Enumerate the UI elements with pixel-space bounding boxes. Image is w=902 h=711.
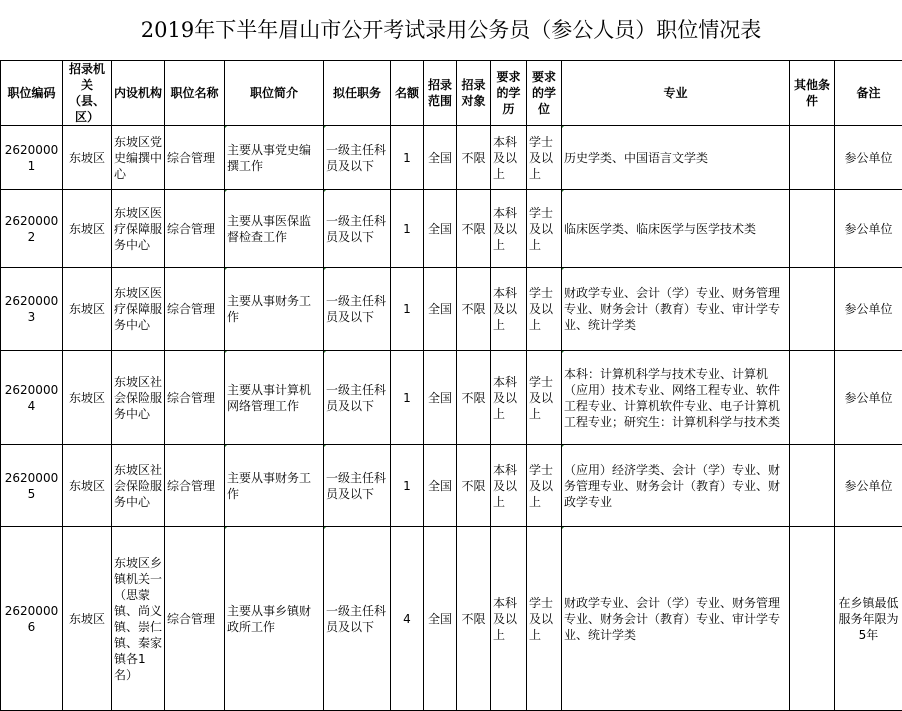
- major-cell: 本科：计算机科学与技术专业、计算机（应用）技术专业、网络工程专业、软件工程专业、计算机软件专业、电子计算机工程专业；研究生：计算机科学与技术类: [562, 351, 790, 445]
- page-title: 2019年下半年眉山市公开考试录用公务员（参公人员）职位情况表: [0, 0, 902, 58]
- education-cell: 本科及以上: [491, 190, 527, 268]
- degree-cell: 学士及以上: [527, 126, 562, 190]
- quota-cell: 1: [391, 126, 424, 190]
- header-cell: 职位名称: [165, 61, 225, 126]
- quota-cell: 4: [391, 527, 424, 711]
- remarks-cell: 参公单位: [835, 445, 902, 527]
- other-conditions-cell: [790, 126, 835, 190]
- header-cell: 招录对象: [457, 61, 491, 126]
- recruit-scope-cell: 全国: [424, 445, 457, 527]
- header-cell: 要求的学历: [491, 61, 527, 126]
- degree-cell: 学士及以上: [527, 527, 562, 711]
- major-cell: （应用）经济学类、会计（学）专业、财务管理专业、财务会计（教育）专业、财政学专业: [562, 445, 790, 527]
- position-intro-cell: 主要从事乡镇财政所工作: [225, 527, 324, 711]
- recruit-target-cell: 不限: [457, 126, 491, 190]
- position-name-cell: 综合管理: [165, 190, 225, 268]
- other-conditions-cell: [790, 268, 835, 351]
- table-row: [1, 268, 902, 351]
- header-cell: 专业: [562, 61, 790, 126]
- education-cell: 本科及以上: [491, 268, 527, 351]
- recruiting-area-cell: 东坡区: [63, 126, 112, 190]
- table-row: [1, 190, 902, 268]
- position-code-cell: 26200006: [1, 527, 63, 711]
- position-name-cell: 综合管理: [165, 445, 225, 527]
- header-cell: 招录范围: [424, 61, 457, 126]
- recruit-target-cell: 不限: [457, 445, 491, 527]
- position-intro-cell: 主要从事财务工作: [225, 445, 324, 527]
- recruit-target-cell: 不限: [457, 527, 491, 711]
- position-code-cell: 26200005: [1, 445, 63, 527]
- recruit-scope-cell: 全国: [424, 351, 457, 445]
- header-cell: 拟任职务: [324, 61, 391, 126]
- major-cell: 财政学专业、会计（学）专业、财务管理专业、财务会计（教育）专业、审计学专业、统计学类: [562, 527, 790, 711]
- proposed-duty-cell: 一级主任科员及以下: [324, 190, 391, 268]
- proposed-duty-cell: 一级主任科员及以下: [324, 527, 391, 711]
- header-cell: 职位编码: [1, 61, 63, 126]
- proposed-duty-cell: 一级主任科员及以下: [324, 268, 391, 351]
- proposed-duty-cell: 一级主任科员及以下: [324, 126, 391, 190]
- position-code-cell: 26200002: [1, 190, 63, 268]
- education-cell: 本科及以上: [491, 445, 527, 527]
- education-cell: 本科及以上: [491, 527, 527, 711]
- recruit-target-cell: 不限: [457, 351, 491, 445]
- table-row: [1, 445, 902, 527]
- recruit-scope-cell: 全国: [424, 527, 457, 711]
- major-cell: 财政学专业、会计（学）专业、财务管理专业、财务会计（教育）专业、审计学专业、统计学类: [562, 268, 790, 351]
- position-name-cell: 综合管理: [165, 126, 225, 190]
- header-cell: 招录机关（县、区）: [63, 61, 112, 126]
- education-cell: 本科及以上: [491, 126, 527, 190]
- position-code-cell: 26200001: [1, 126, 63, 190]
- recruit-scope-cell: 全国: [424, 190, 457, 268]
- education-cell: 本科及以上: [491, 351, 527, 445]
- major-cell: 历史学类、中国语言文学类: [562, 126, 790, 190]
- table-row: [1, 527, 902, 711]
- remarks-cell: 参公单位: [835, 268, 902, 351]
- recruit-scope-cell: 全国: [424, 268, 457, 351]
- remarks-cell: 在乡镇最低服务年限为5年: [835, 527, 902, 711]
- degree-cell: 学士及以上: [527, 268, 562, 351]
- major-cell: 临床医学类、临床医学与医学技术类: [562, 190, 790, 268]
- other-conditions-cell: [790, 445, 835, 527]
- department-cell: 东坡区党史编撰中心: [112, 126, 165, 190]
- recruiting-area-cell: 东坡区: [63, 527, 112, 711]
- quota-cell: 1: [391, 351, 424, 445]
- other-conditions-cell: [790, 351, 835, 445]
- header-cell: 要求的学位: [527, 61, 562, 126]
- quota-cell: 1: [391, 445, 424, 527]
- remarks-cell: 参公单位: [835, 351, 902, 445]
- other-conditions-cell: [790, 527, 835, 711]
- position-intro-cell: 主要从事党史编撰工作: [225, 126, 324, 190]
- remarks-cell: 参公单位: [835, 190, 902, 268]
- department-cell: 东坡区医疗保障服务中心: [112, 268, 165, 351]
- table-header-row: [1, 61, 902, 126]
- header-cell: 名额: [391, 61, 424, 126]
- recruiting-area-cell: 东坡区: [63, 190, 112, 268]
- department-cell: 东坡区社会保险服务中心: [112, 351, 165, 445]
- quota-cell: 1: [391, 268, 424, 351]
- recruit-target-cell: 不限: [457, 190, 491, 268]
- proposed-duty-cell: 一级主任科员及以下: [324, 445, 391, 527]
- header-cell: 职位简介: [225, 61, 324, 126]
- proposed-duty-cell: 一级主任科员及以下: [324, 351, 391, 445]
- position-code-cell: 26200003: [1, 268, 63, 351]
- remarks-cell: 参公单位: [835, 126, 902, 190]
- table-row: [1, 351, 902, 445]
- header-cell: 其他条件: [790, 61, 835, 126]
- recruit-target-cell: 不限: [457, 268, 491, 351]
- department-cell: 东坡区乡镇机关一（思蒙镇、尚义镇、崇仁镇、秦家镇各1名）: [112, 527, 165, 711]
- positions-table: [0, 60, 902, 711]
- position-code-cell: 26200004: [1, 351, 63, 445]
- position-intro-cell: 主要从事计算机网络管理工作: [225, 351, 324, 445]
- department-cell: 东坡区社会保险服务中心: [112, 445, 165, 527]
- degree-cell: 学士及以上: [527, 445, 562, 527]
- position-intro-cell: 主要从事医保监督检查工作: [225, 190, 324, 268]
- recruiting-area-cell: 东坡区: [63, 445, 112, 527]
- header-cell: 备注: [835, 61, 902, 126]
- recruiting-area-cell: 东坡区: [63, 351, 112, 445]
- position-name-cell: 综合管理: [165, 527, 225, 711]
- position-intro-cell: 主要从事财务工作: [225, 268, 324, 351]
- quota-cell: 1: [391, 190, 424, 268]
- header-cell: 内设机构: [112, 61, 165, 126]
- department-cell: 东坡区医疗保障服务中心: [112, 190, 165, 268]
- recruit-scope-cell: 全国: [424, 126, 457, 190]
- position-name-cell: 综合管理: [165, 268, 225, 351]
- recruiting-area-cell: 东坡区: [63, 268, 112, 351]
- position-name-cell: 综合管理: [165, 351, 225, 445]
- other-conditions-cell: [790, 190, 835, 268]
- degree-cell: 学士及以上: [527, 351, 562, 445]
- degree-cell: 学士及以上: [527, 190, 562, 268]
- table-row: [1, 126, 902, 190]
